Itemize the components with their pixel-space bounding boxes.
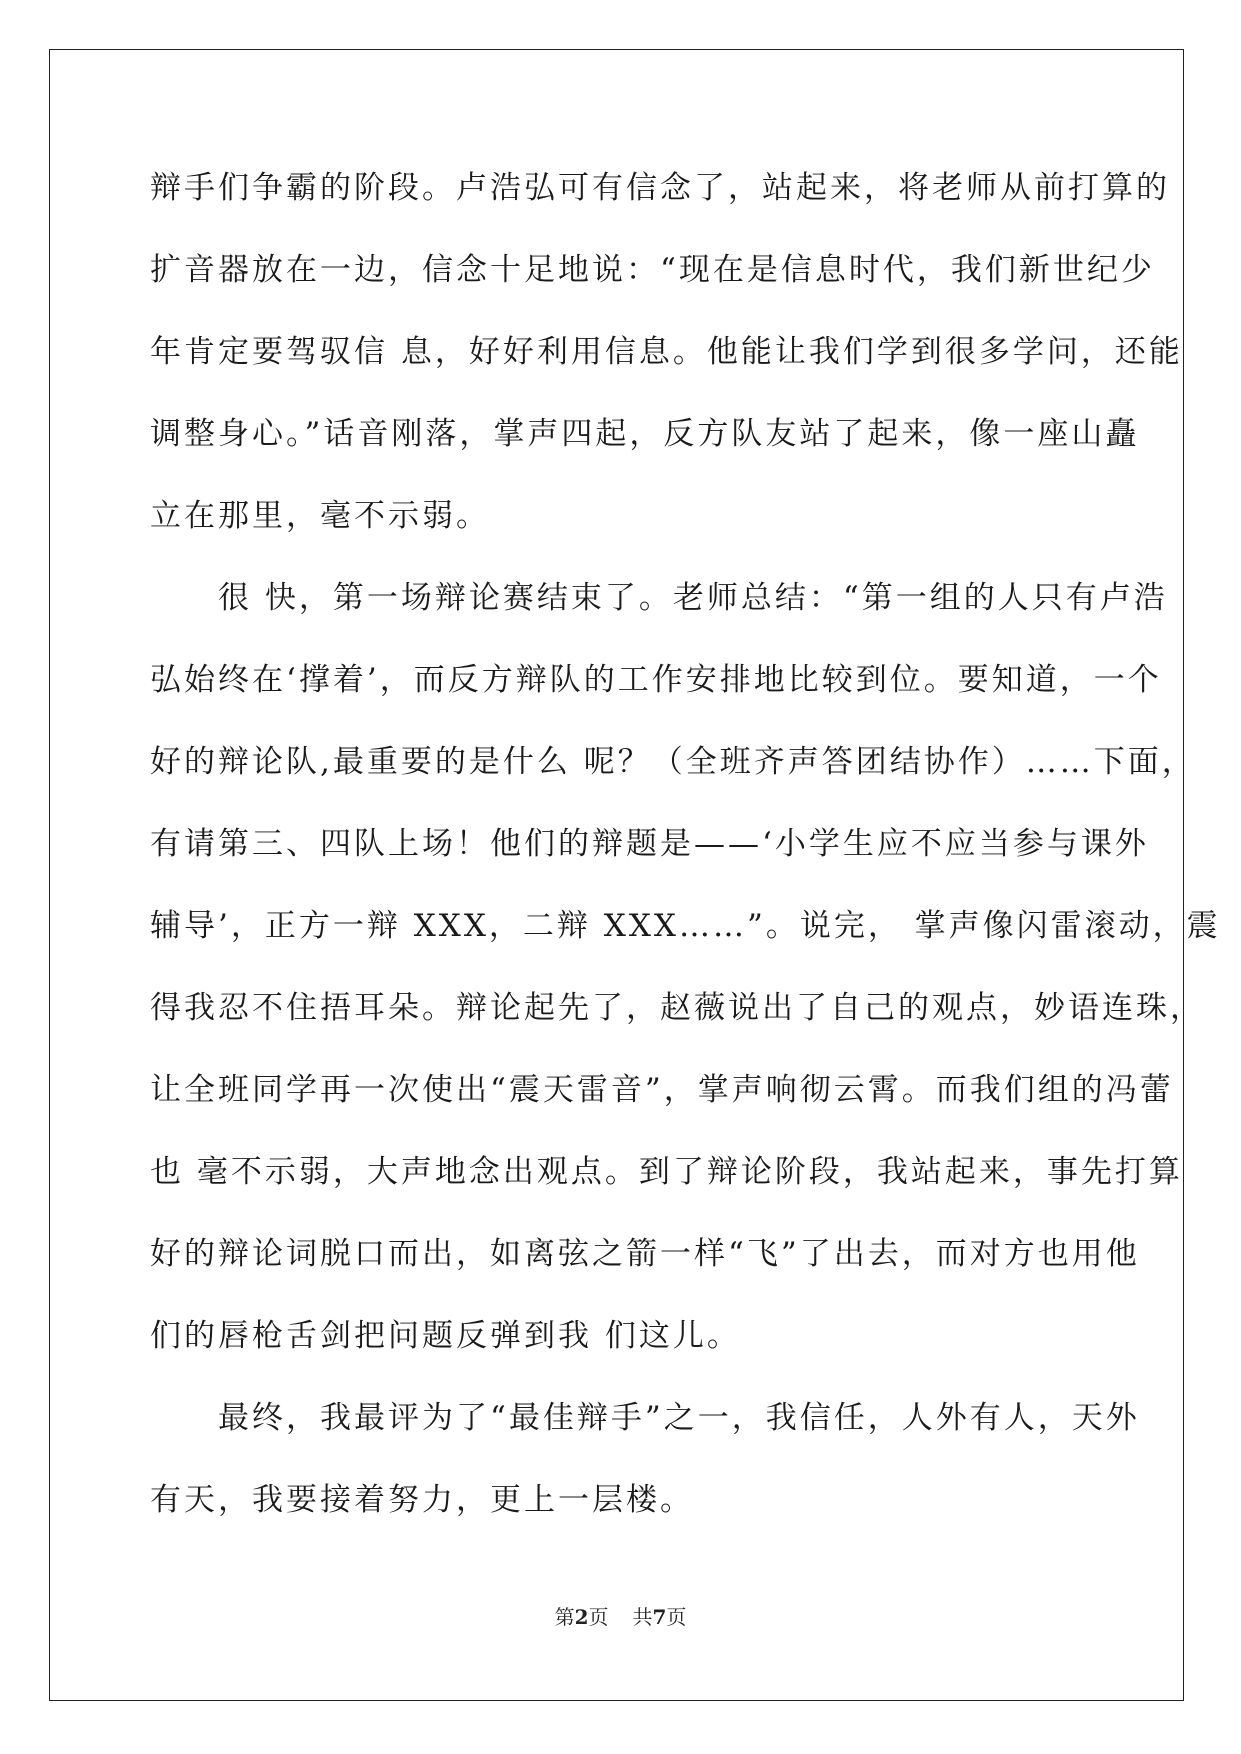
page-suffix: 页 (588, 1605, 609, 1629)
text-line: 好的辩论词脱口而出，如离弦之箭一样“飞”了出去，而对方也用他 (150, 1236, 1140, 1272)
page-prefix: 第 (554, 1605, 575, 1629)
text-line: 扩音器放在一边，信念十足地说：“现在是信息时代，我们新世纪少 (150, 252, 1155, 288)
current-page-number: 2 (574, 1605, 589, 1629)
text-line: 弘始终在‘撑着’，而反方辩队的工作安排地比较到位。要知道，一个 (150, 662, 1162, 698)
total-suffix: 页 (666, 1605, 687, 1629)
paragraph-start-line: 很 快，第一场辩论赛结束了。老师总结：“第一组的人只有卢浩 (150, 580, 1168, 616)
text-line: 得我忍不住捂耳朵。辩论起先了，赵薇说出了自己的观点，妙语连珠， (150, 990, 1204, 1026)
text-line: 让全班同学再一次使出“震天雷音”，掌声响彻云霄。而我们组的冯蕾 (150, 1072, 1174, 1108)
text-line: 有天，我要接着努力，更上一层楼。 (150, 1482, 694, 1518)
paragraph-start-line: 最终，我最评为了“最佳辩手”之一，我信任，人外有人，天外 (150, 1400, 1140, 1436)
text-line: 也 毫不示弱，大声地念出观点。到了辩论阶段，我站起来，事先打算 (150, 1154, 1183, 1190)
document-body (150, 162, 1221, 1556)
text-line: 辩手们争霸的阶段。卢浩弘可有信念了，站起来，将老师从前打算的 (150, 170, 1170, 206)
total-prefix: 共 (632, 1605, 653, 1629)
text-line: 调整身心。”话音刚落，掌声四起，反方队友站了起来，像一座山矗 (150, 416, 1140, 452)
text-line: 年肯定要驾驭信 息，好好利用信息。他能让我们学到很多学问，还能 (150, 334, 1183, 370)
total-page-count: 7 (652, 1605, 667, 1629)
page-footer (0, 1604, 1241, 1630)
text-line: 立在那里，毫不示弱。 (150, 498, 490, 534)
text-line: 们的唇枪舌剑把问题反弹到我 们这儿。 (150, 1318, 741, 1354)
text-line: 辅导’，正方一辩 XXX，二辩 XXX……”。说完， 掌声像闪雷滚动，震 (150, 908, 1221, 944)
text-line: 有请第三、四队上场！他们的辩题是——‘小学生应不应当参与课外 (150, 826, 1149, 862)
text-line: 好的辩论队,最重要的是什么 呢？（全班齐声答团结协作）……下面， (150, 744, 1196, 780)
